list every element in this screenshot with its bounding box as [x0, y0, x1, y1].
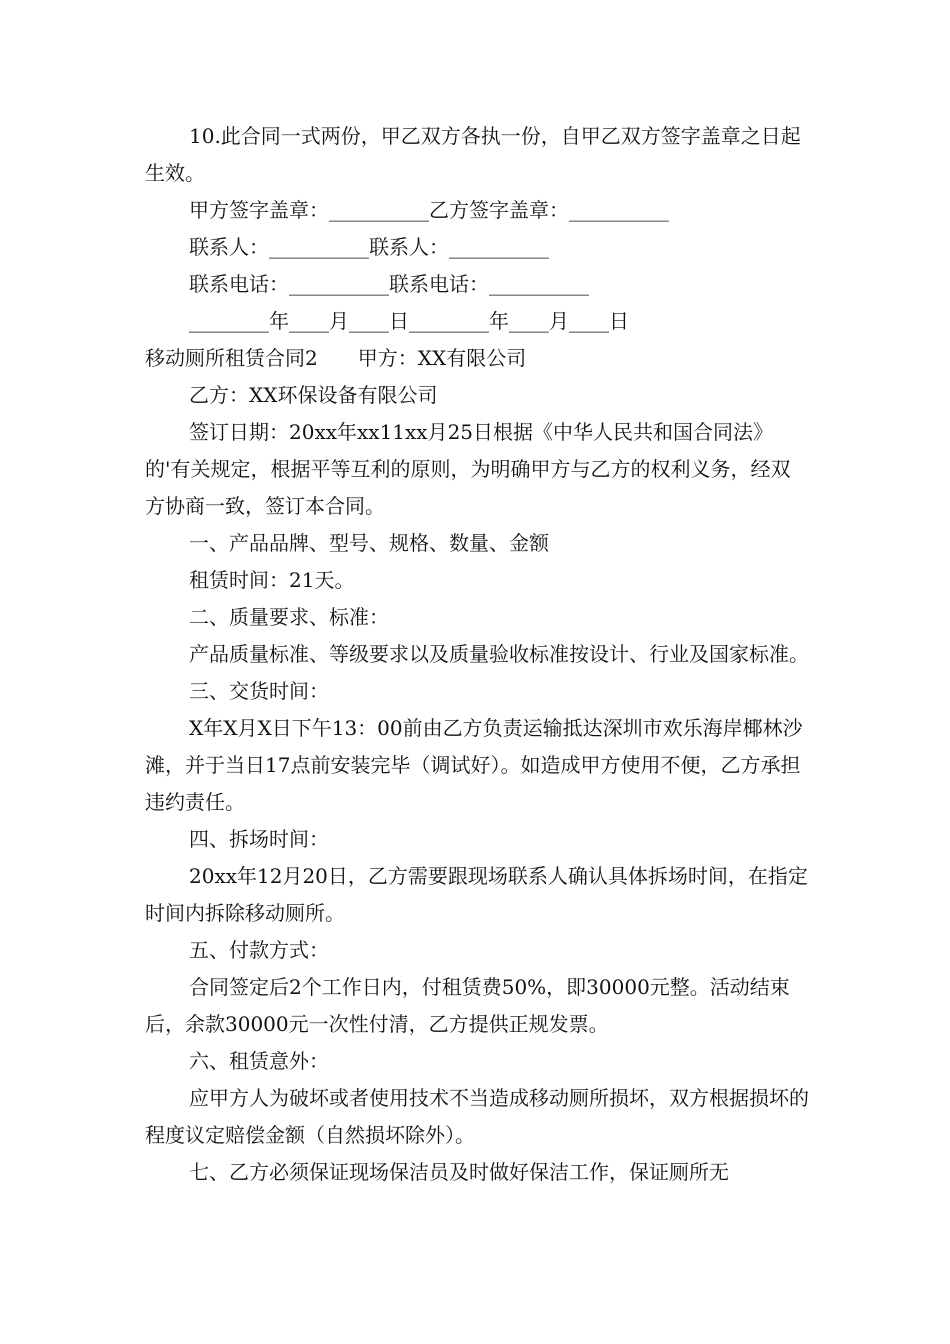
rent-time-line: 租赁时间：21天。: [189, 568, 355, 592]
section-1-heading: 一、产品品牌、型号、规格、数量、金额: [189, 531, 549, 555]
section-3-heading: 三、交货时间：: [189, 679, 329, 703]
contact-phone-line: 联系电话：__________联系电话：__________: [189, 272, 589, 296]
section-6-heading: 六、租赁意外：: [189, 1049, 329, 1073]
contact-person-line: 联系人：__________联系人：__________: [189, 235, 549, 259]
party-b-line: 乙方：XX环保设备有限公司: [189, 383, 438, 407]
quality-paragraph: 产品质量标准、等级要求以及质量验收标准按设计、行业及国家标准。: [189, 642, 809, 666]
document-page: [145, 118, 810, 1191]
delivery-paragraph: X年X月X日下午13：00前由乙方负责运输抵达深圳市欢乐海岸椰林沙滩，并于当日17点前安装完毕（调试好）。如造成甲方使用不便，乙方承担违约责任。: [145, 716, 803, 814]
section-4-heading: 四、拆场时间：: [189, 827, 329, 851]
clause-10-paragraph: 10.此合同一式两份，甲乙双方各执一份，自甲乙双方签字盖章之日起生效。: [145, 124, 801, 185]
section-5-heading: 五、付款方式：: [189, 938, 329, 962]
contract-2-title: 移动厕所租赁合同2 甲方：XX有限公司: [145, 346, 527, 370]
signature-line: 甲方签字盖章：__________乙方签字盖章：__________: [189, 198, 669, 222]
sign-date-paragraph: 签订日期：20xx年xx11xx月25日根据《中华人民共和国合同法》的'有关规定，根据平等互利的原则，为明确甲方与乙方的权利义务，经双方协商一致，签订本合同。: [145, 420, 791, 518]
section-2-heading: 二、质量要求、标准：: [189, 605, 389, 629]
accident-paragraph: 应甲方人为破坏或者使用技术不当造成移动厕所损坏，双方根据损坏的程度议定赔偿金额（自然损坏除外）。: [145, 1086, 809, 1147]
dismantle-paragraph: 20xx年12月20日，乙方需要跟现场联系人确认具体拆场时间，在指定时间内拆除移动厕所。: [145, 864, 808, 925]
date-line: ________年____月____日________年____月____日: [189, 309, 629, 333]
payment-paragraph: 合同签定后2个工作日内，付租赁费50%，即30000元整。活动结束后，余款30000元一次性付清，乙方提供正规发票。: [145, 975, 790, 1036]
section-7-paragraph: 七、乙方必须保证现场保洁员及时做好保洁工作，保证厕所无: [189, 1160, 729, 1184]
